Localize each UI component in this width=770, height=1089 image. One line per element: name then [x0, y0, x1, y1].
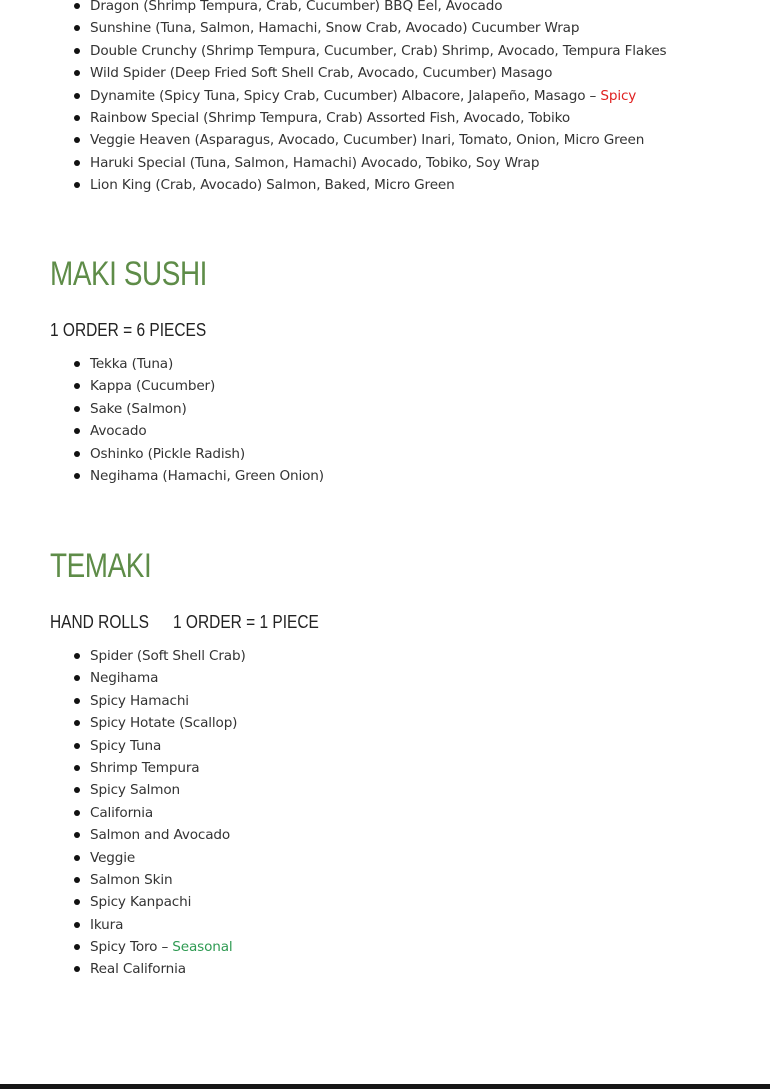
- seasonal-tag: Seasonal: [172, 939, 233, 956]
- list-item: [90, 824, 246, 846]
- list-item: [90, 645, 246, 667]
- list-item: [90, 958, 246, 980]
- list-item: Avocado: [90, 420, 324, 442]
- item-text: Wild Spider (Deep Fried Soft Shell Crab, Avocado, Cucumber) Masago: [90, 65, 553, 82]
- list-item: [90, 757, 246, 779]
- item-text: Veggie: [90, 849, 136, 866]
- list-item: [90, 0, 666, 17]
- maki-order-info: [50, 319, 206, 341]
- temaki-heading: TEMAKI: [50, 547, 152, 585]
- list-item: [90, 40, 666, 62]
- order-size: 1 ORDER = 1 PIECE: [173, 612, 319, 632]
- list-item: [90, 667, 246, 689]
- item-text: Double Crunchy (Shrimp Tempura, Cucumber, Crab) Shrimp, Avocado, Tempura Flakes: [90, 42, 667, 59]
- order-size: 1 ORDER = 6 PIECES: [50, 320, 207, 340]
- temaki-list: [0, 645, 246, 981]
- list-item: Negihama (Hamachi, Green Onion): [90, 465, 324, 487]
- list-item: [90, 891, 246, 913]
- item-text: Dynamite (Spicy Tuna, Spicy Crab, Cucumber) Albacore, Jalapeño, Masago –: [90, 87, 601, 104]
- item-text: Lion King (Crab, Avocado) Salmon, Baked, Micro Green: [90, 177, 455, 194]
- item-text: Dragon (Shrimp Tempura, Crab, Cucumber) BBQ Eel, Avocado: [90, 0, 503, 14]
- list-item: [90, 735, 246, 757]
- list-item: [90, 152, 666, 174]
- list-item: [90, 802, 246, 824]
- list-item: [90, 847, 246, 869]
- item-text: Spicy Salmon: [90, 782, 180, 799]
- list-item: [90, 936, 246, 958]
- item-text: Spicy Hotate (Scallop): [90, 715, 238, 732]
- item-text: Real California: [90, 961, 186, 978]
- list-item: Kappa (Cucumber): [90, 375, 324, 397]
- hand-rolls-label: HAND ROLLS: [50, 612, 149, 632]
- list-item: Tekka (Tuna): [90, 353, 324, 375]
- list-item: [90, 869, 246, 891]
- specialty-rolls-list: [0, 0, 666, 197]
- list-item: [90, 779, 246, 801]
- item-text: Haruki Special (Tuna, Salmon, Hamachi) Avocado, Tobiko, Soy Wrap: [90, 154, 540, 171]
- item-text: Spider (Soft Shell Crab): [90, 648, 246, 664]
- item-text: Spicy Kanpachi: [90, 894, 192, 911]
- footer-divider: [0, 1084, 770, 1089]
- item-text: Spicy Hamachi: [90, 692, 189, 709]
- item-text: California: [90, 804, 154, 821]
- item-text: Negihama: [90, 670, 159, 687]
- list-item: [90, 712, 246, 734]
- list-item: [90, 129, 666, 151]
- item-text: Sunshine (Tuna, Salmon, Hamachi, Snow Crab, Avocado) Cucumber Wrap: [90, 20, 580, 37]
- list-item: [90, 174, 666, 196]
- item-text: Shrimp Tempura: [90, 759, 200, 776]
- temaki-order-info: [50, 611, 319, 633]
- item-text: Ikura: [90, 916, 124, 933]
- item-text: Spicy Tuna: [90, 737, 162, 754]
- maki-list: [0, 353, 324, 487]
- list-item: [90, 62, 666, 84]
- item-text: Rainbow Special (Shrimp Tempura, Crab) Assorted Fish, Avocado, Tobiko: [90, 109, 571, 126]
- list-item: [90, 17, 666, 39]
- item-text: Spicy Toro –: [90, 939, 173, 956]
- list-item: [90, 690, 246, 712]
- maki-sushi-heading: MAKI SUSHI: [50, 255, 208, 293]
- item-text: Veggie Heaven (Asparagus, Avocado, Cucumber) Inari, Tomato, Onion, Micro Green: [90, 132, 645, 149]
- list-item: [90, 85, 666, 107]
- item-text: Salmon and Avocado: [90, 827, 231, 844]
- list-item: [90, 107, 666, 129]
- list-item: Oshinko (Pickle Radish): [90, 443, 324, 465]
- list-item: [90, 914, 246, 936]
- item-text: Salmon Skin: [90, 871, 173, 888]
- spicy-tag: Spicy: [600, 87, 637, 104]
- list-item: Sake (Salmon): [90, 398, 324, 420]
